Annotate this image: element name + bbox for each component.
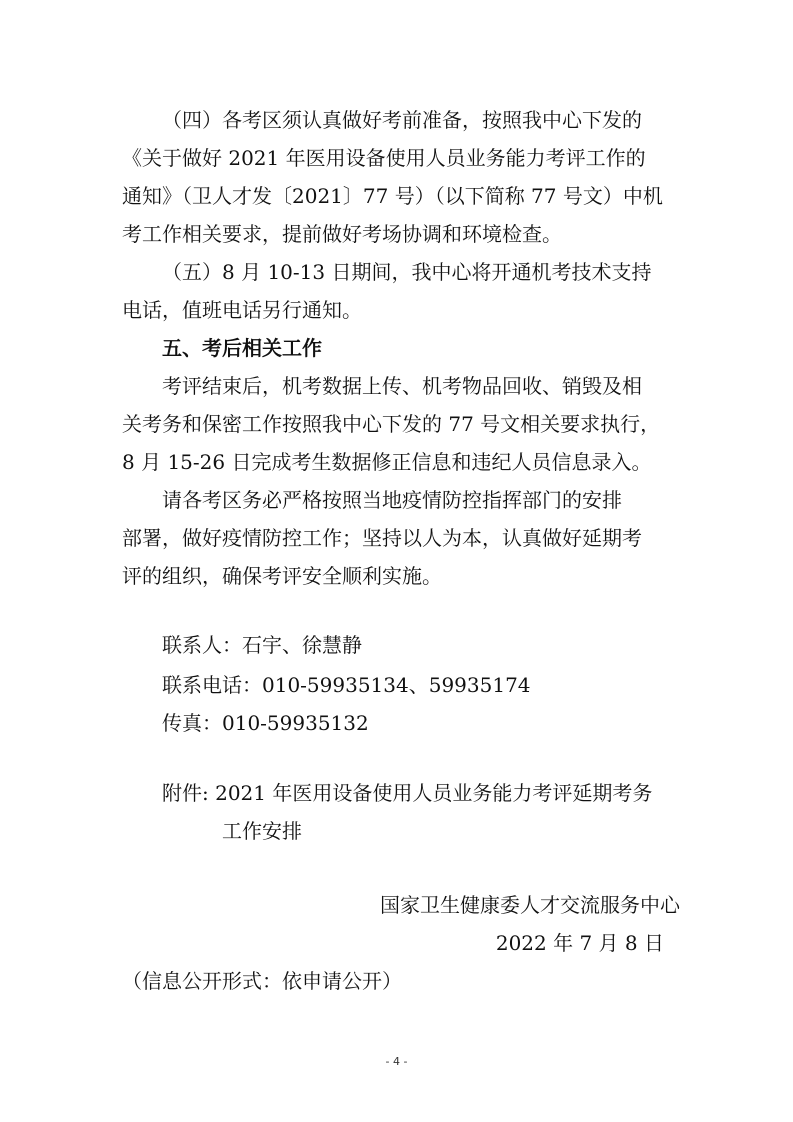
disclosure-note: （信息公开形式：依申请公开） (122, 969, 402, 993)
signature-date: 2022 年 7 月 8 日 (495, 931, 664, 955)
contact-phone: 联系电话：010-59935134、59935174 (162, 673, 531, 697)
paragraph-4-line-3: 通知》（卫人才发〔2021〕77 号）（以下简称 77 号文）中机 (122, 184, 663, 208)
contact-person: 联系人：石宇、徐慧静 (162, 633, 362, 657)
paragraph-post-exam-line-2: 关考务和保密工作按照我中心下发的 77 号文相关要求执行， (122, 412, 661, 436)
section-heading: 五、考后相关工作 (162, 336, 322, 360)
page-number: - 4 - (385, 1055, 408, 1068)
paragraph-4-line-1: （四）各考区须认真做好考前准备，按照我中心下发的 (162, 108, 642, 132)
signature-organization: 国家卫生健康委人才交流服务中心 (380, 893, 680, 917)
paragraph-4-line-2: 《关于做好 2021 年医用设备使用人员业务能力考评工作的 (122, 146, 646, 170)
paragraph-5-line-1: （五）8 月 10-13 日期间，我中心将开通机考技术支持 (162, 260, 652, 284)
paragraph-4-line-4: 考工作相关要求，提前做好考场协调和环境检查。 (122, 222, 562, 246)
paragraph-post-exam-line-3: 8 月 15-26 日完成考生数据修正信息和违纪人员信息录入。 (122, 450, 652, 474)
attachment-line-1: 附件: 2021 年医用设备使用人员业务能力考评延期考务 (162, 781, 653, 805)
paragraph-5-line-2: 电话，值班电话另行通知。 (122, 298, 362, 322)
contact-fax: 传真：010-59935132 (162, 711, 369, 735)
paragraph-epidemic-line-3: 评的组织，确保考评安全顺利实施。 (122, 564, 442, 588)
paragraph-epidemic-line-1: 请各考区务必严格按照当地疫情防控指挥部门的安排 (162, 488, 622, 512)
paragraph-post-exam-line-1: 考评结束后，机考数据上传、机考物品回收、销毁及相 (162, 374, 642, 398)
attachment-line-2: 工作安排 (222, 819, 302, 843)
paragraph-epidemic-line-2: 部署，做好疫情防控工作；坚持以人为本，认真做好延期考 (122, 526, 642, 550)
